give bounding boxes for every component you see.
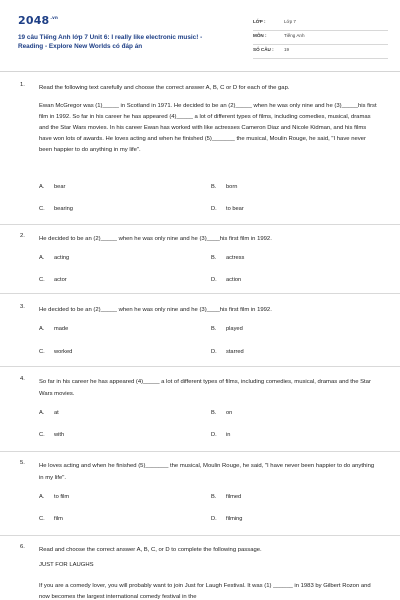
question-number: 1.: [20, 82, 25, 88]
logo-suffix: .vn: [50, 15, 58, 20]
option-letter: A.: [39, 494, 45, 500]
question-separator: [0, 535, 400, 536]
option-d[interactable]: [211, 516, 242, 522]
question-number: 4.: [20, 376, 25, 382]
option-letter: B.: [211, 410, 217, 416]
meta-row-class: [253, 17, 388, 31]
option-text: bear: [54, 184, 66, 190]
meta-table: [253, 17, 388, 59]
option-text: starred: [226, 349, 244, 355]
option-c[interactable]: [39, 516, 63, 522]
meta-key: LỚP :: [253, 19, 266, 24]
question-text: He decided to be an (2)_____ when he was only nine and he (3)____his first film in 1992.: [39, 236, 272, 242]
question-separator: [0, 293, 400, 294]
option-letter: B.: [211, 255, 217, 261]
option-c[interactable]: [39, 277, 67, 283]
option-letter: B.: [211, 326, 217, 332]
option-letter: B.: [211, 184, 217, 190]
site-logo[interactable]: [18, 14, 58, 27]
option-letter: A.: [39, 410, 45, 416]
option-text: acting: [54, 255, 70, 261]
option-d[interactable]: [211, 349, 244, 355]
option-b[interactable]: [211, 494, 241, 500]
option-text: bearing: [54, 206, 73, 212]
option-letter: D.: [211, 432, 217, 438]
question-number: 6.: [20, 544, 25, 550]
option-c[interactable]: [39, 349, 72, 355]
header: [0, 0, 400, 66]
question-number: 3.: [20, 304, 25, 310]
option-a[interactable]: [39, 410, 59, 416]
question-instruction: Read the following text carefully and choose the correct answer A, B, C or D for each of the gap.: [39, 85, 290, 91]
option-letter: A.: [39, 184, 45, 190]
option-letter: C.: [39, 432, 45, 438]
question-number: 2.: [20, 233, 25, 239]
option-text: in: [226, 432, 231, 438]
question-separator: [0, 366, 400, 367]
meta-value: Lớp 7: [284, 19, 296, 24]
option-b[interactable]: [211, 184, 237, 190]
option-text: played: [226, 326, 243, 332]
option-text: on: [226, 410, 233, 416]
meta-row-subject: [253, 31, 388, 45]
option-letter: B.: [211, 494, 217, 500]
option-text: filmed: [226, 494, 242, 500]
option-letter: A.: [39, 326, 45, 332]
document-title: 19 câu Tiếng Anh lớp 7 Unit 6: I really like electronic music! - Reading - Explore New Worlds có đáp án: [18, 34, 203, 50]
option-text: worked: [54, 349, 73, 355]
meta-value: 19: [284, 47, 290, 52]
question-number: 5.: [20, 460, 25, 466]
meta-value: Tiếng Anh: [284, 33, 305, 38]
option-letter: C.: [39, 277, 45, 283]
option-text: actor: [54, 277, 67, 283]
option-b[interactable]: [211, 255, 244, 261]
question-text: So far in his career he has appeared (4)_____ a lot of different types of films, including comedies, musical, dramas and the Star Wars movies.: [39, 379, 371, 398]
option-letter: A.: [39, 255, 45, 261]
option-a[interactable]: [39, 326, 68, 332]
option-d[interactable]: [211, 206, 244, 212]
option-letter: D.: [211, 277, 217, 283]
option-text: actress: [226, 255, 245, 261]
option-d[interactable]: [211, 277, 241, 283]
option-text: born: [226, 184, 238, 190]
option-text: with: [54, 432, 65, 438]
option-c[interactable]: [39, 432, 64, 438]
option-a[interactable]: [39, 494, 69, 500]
option-b[interactable]: [211, 326, 243, 332]
question-text: He loves acting and when he finished (5)_______ the musical, Moulin Rouge, he said, "I have never been happier to do anything in my life".: [39, 463, 375, 482]
question-instruction: Read and choose the correct answer A, B, C, or D to complete the following passage.: [39, 547, 262, 553]
question-separator: [0, 451, 400, 452]
reading-passage: If you are a comedy lover, you will probably want to join Just for Laugh Festival. It was (1) ______ in 1983 by Gilbert Rozon and now becomes the largest international comedy festival in the: [39, 583, 371, 600]
question-separator: [0, 224, 400, 225]
header-divider: [0, 71, 400, 72]
option-text: at: [54, 410, 59, 416]
option-letter: D.: [211, 349, 217, 355]
option-text: filming: [226, 516, 243, 522]
option-letter: D.: [211, 206, 217, 212]
reading-passage: Ewan McGregor was (1)_____ in Scotland in 1971. He decided to be an (2)_____ when he was only nine and he (3)_____his first film in 1992. So far in his career he has appeared (4)_____ a lot of different types of films, including comedies, musical, dramas and the Star Wars movies. In his career Ewan has worked with like actresses Cameron Diaz and Nicole Kidman, and his films have won lots of awards. He loves acting and when he finished (5)_______ the musical, Moulin Rouge, he said, "I have never been happier to do anything in my life".: [39, 103, 377, 153]
meta-row-count: [253, 45, 388, 59]
meta-key: MÔN :: [253, 33, 267, 38]
option-letter: C.: [39, 516, 45, 522]
option-d[interactable]: [211, 432, 230, 438]
option-letter: C.: [39, 349, 45, 355]
option-a[interactable]: [39, 184, 65, 190]
option-c[interactable]: [39, 206, 73, 212]
option-b[interactable]: [211, 410, 232, 416]
question-text: He decided to be an (2)_____ when he was only nine and he (3)____his first film in 1992.: [39, 307, 272, 313]
logo-text: 2048: [18, 14, 50, 27]
option-text: to bear: [226, 206, 244, 212]
meta-key: SỐ CÂU :: [253, 47, 274, 52]
option-a[interactable]: [39, 255, 69, 261]
passage-title: JUST FOR LAUGHS: [39, 562, 94, 568]
option-letter: D.: [211, 516, 217, 522]
option-text: action: [226, 277, 242, 283]
option-text: to film: [54, 494, 70, 500]
option-text: film: [54, 516, 63, 522]
option-letter: C.: [39, 206, 45, 212]
option-text: made: [54, 326, 69, 332]
